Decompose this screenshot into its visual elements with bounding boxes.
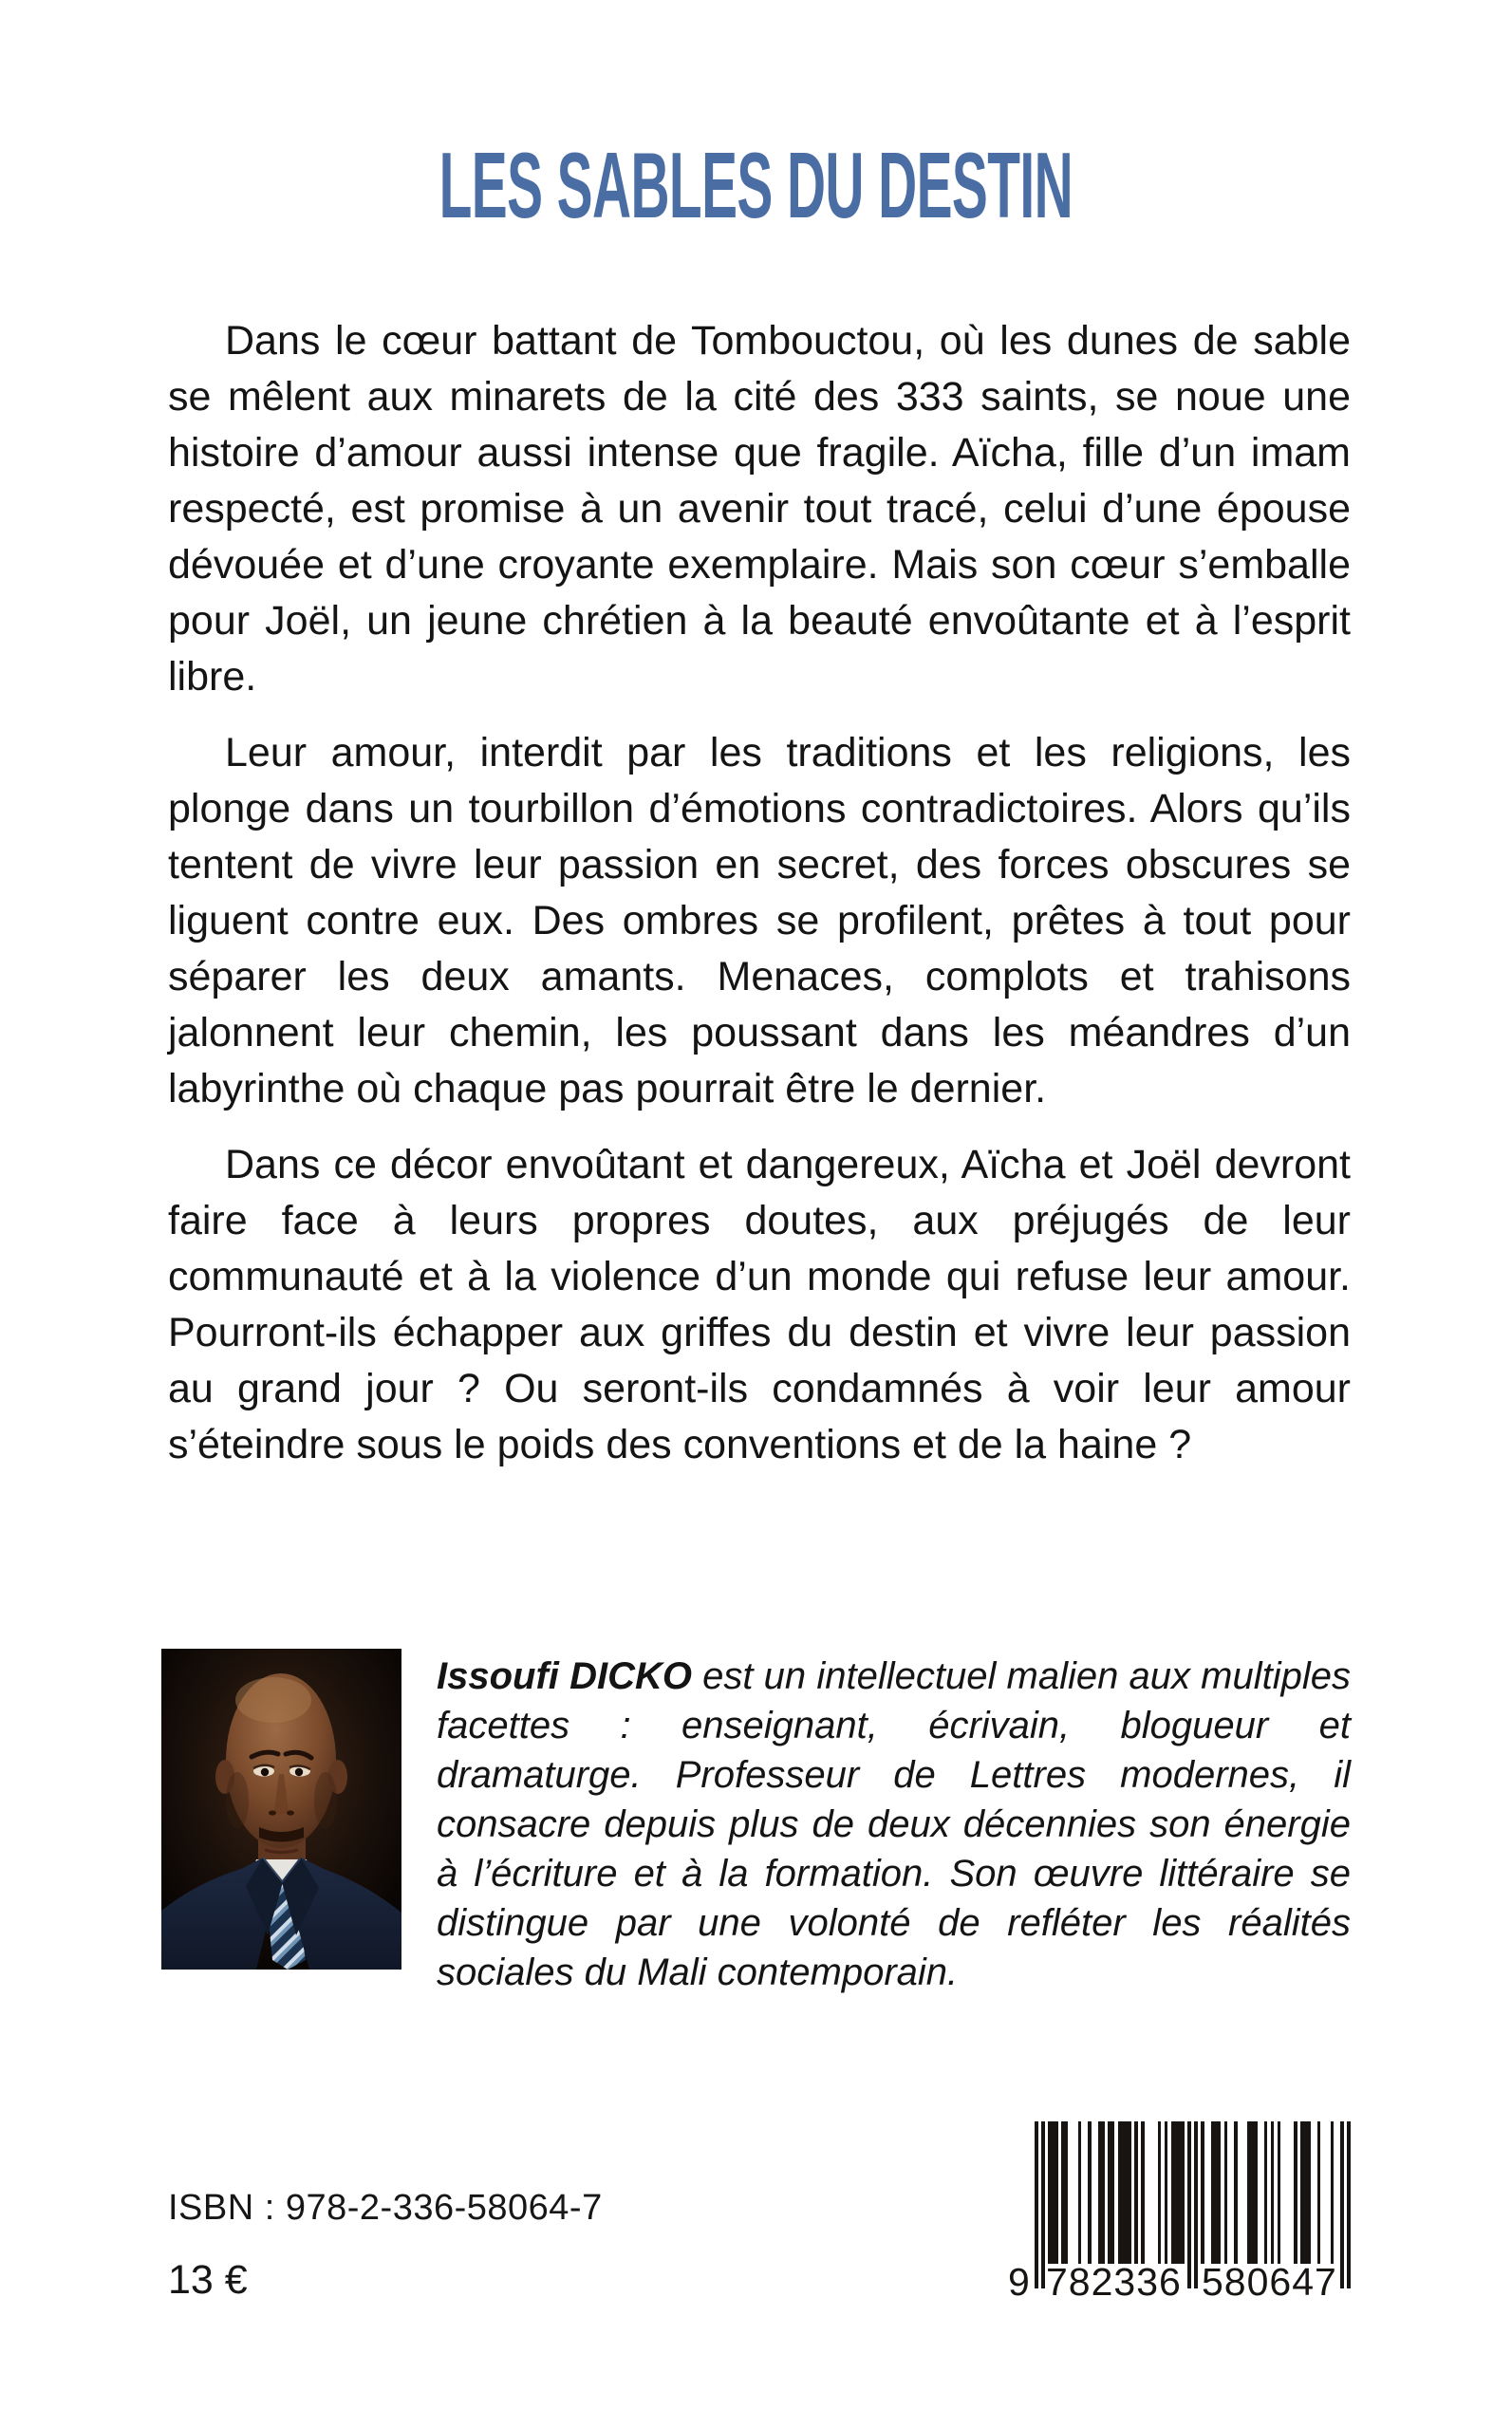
- author-name: Issoufi DICKO: [437, 1655, 692, 1697]
- synopsis-paragraph-3: Dans ce décor envoûtant et dangereux, Aïcha et Joël devront faire face à leurs propres doutes, aux préjugés de leur communauté et à la violence d’un monde qui refuse leur amour. Pourront-ils échapper aux griffes du destin et vivre leur passion au grand jour ? Ou seront-ils condamnés à voir leur amour s’éteindre sous le poids des conventions et de la haine ?: [168, 1142, 1351, 1467]
- book-title: LES SABLES DU DESTIN: [439, 133, 1073, 237]
- page-title: [0, 133, 1512, 237]
- synopsis: [168, 313, 1351, 1493]
- author-bio-paragraph: [437, 1652, 1351, 1997]
- synopsis-paragraph-1: Dans le cœur battant de Tombouctou, où les dunes de sable se mêlent aux minarets de la cité des 333 saints, se noue une histoire d’amour aussi intense que fragile. Aïcha, fille d’un imam respecté, est promise à un avenir tout tracé, celui d’une épouse dévouée et d’une croyante exemplaire. Mais son cœur s’emballe pour Joël, un jeune chrétien à la beauté envoûtante et à l’esprit libre.: [168, 318, 1351, 700]
- synopsis-paragraph-2: Leur amour, interdit par les traditions et les religions, les plonge dans un tourbillon d’émotions contradictoires. Alors qu’ils tentent de vivre leur passion en secret, des forces obscures se liguent contre eux. Des ombres se profilent, prêtes à tout pour séparer les deux amants. Menaces, complots et trahisons jalonnent leur chemin, les poussant dans les méandres d’un labyrinthe où chaque pas pourrait être le dernier.: [168, 730, 1351, 1111]
- barcode: [1008, 2121, 1357, 2316]
- barcode-digits-right: 580647: [1202, 2260, 1337, 2304]
- price-text: 13 €: [168, 2257, 248, 2303]
- barcode-digit-first: 9: [1008, 2260, 1031, 2304]
- author-portrait-photo: [161, 1649, 401, 1970]
- barcode-digits-left: 782336: [1046, 2260, 1182, 2304]
- author-bio-text: est un intellectuel malien aux multiples facettes : enseignant, écrivain, blogueur et dramaturge. Professeur de Lettres modernes, il consacre depuis plus de deux décennies son énergie à l’écriture et à la formation. Son œuvre littéraire se distingue par une volonté de refléter les réalités sociales du Mali contemporain.: [437, 1655, 1351, 1993]
- author-bio: [437, 1652, 1351, 1997]
- isbn-text: ISBN : 978-2-336-58064-7: [168, 2188, 603, 2228]
